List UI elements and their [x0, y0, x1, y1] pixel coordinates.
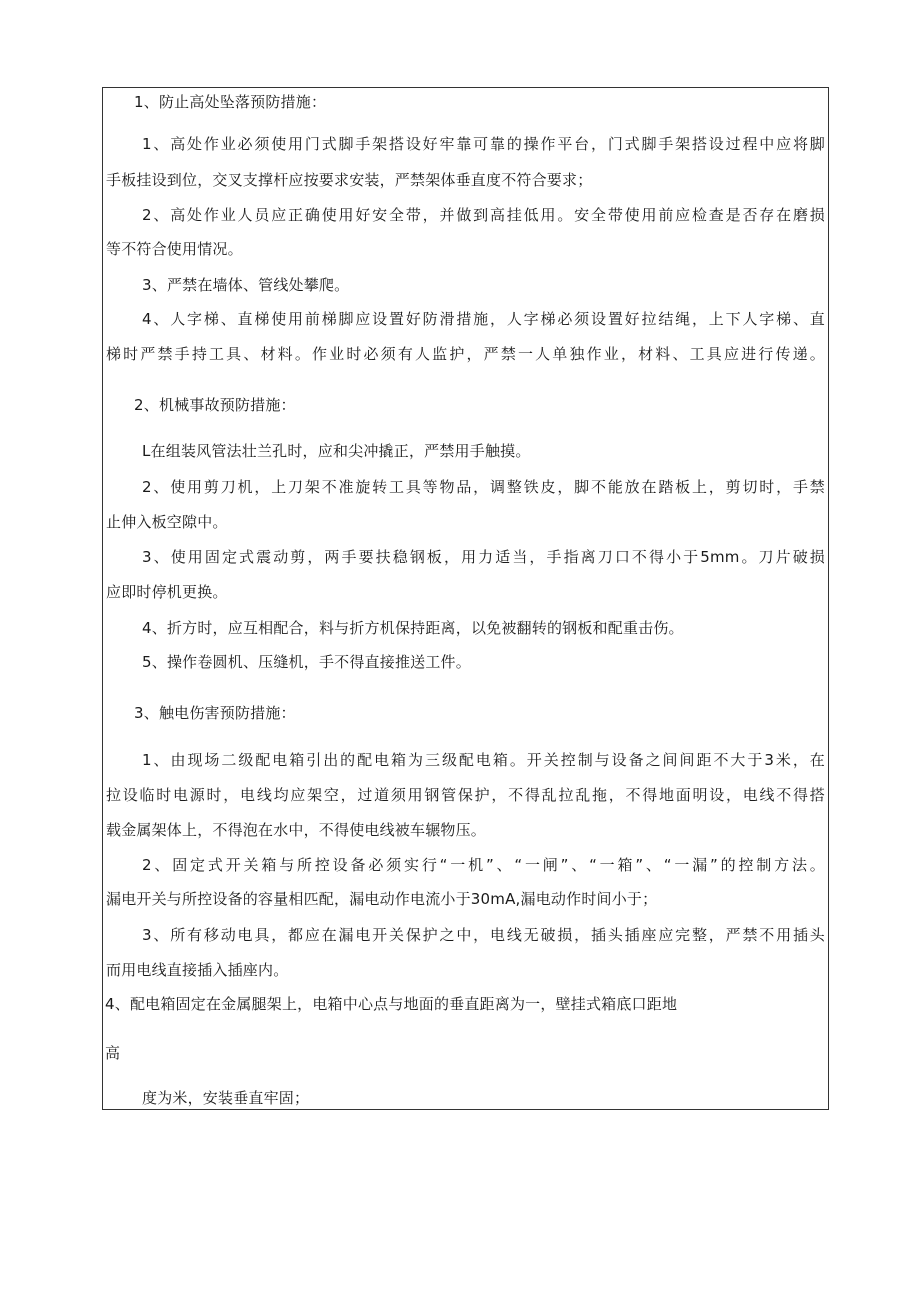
paragraph-line: 漏电开关与所控设备的容量相匹配，漏电动作电流小于30mA,漏电动作时间小于；: [106, 890, 658, 908]
paragraph-line: 4、配电箱固定在金属腿架上，电箱中心点与地面的垂直距离为一，壁挂式箱底口距地: [105, 995, 678, 1013]
paragraph-line: 应即时停机更换。: [106, 583, 228, 601]
paragraph-line: 等不符合使用情况。: [106, 240, 243, 258]
paragraph-line: 载金属架体上，不得泡在水中，不得使电线被车辗物压。: [106, 821, 487, 839]
paragraph-line: 止伸入板空隙中。: [106, 513, 228, 531]
paragraph-line: 2、使用剪刀机，上刀架不准旋转工具等物品，调整铁皮，脚不能放在踏板上，剪切时，手禁: [142, 478, 825, 496]
paragraph-line: 梯时严禁手持工具、材料。作业时必须有人监护，严禁一人单独作业，材料、工具应进行传递。: [106, 345, 825, 363]
paragraph-line: 2、固定式开关箱与所控设备必须实行“一机”、“一闸”、“一箱”、“一漏”的控制方法。: [142, 856, 825, 874]
paragraph-line: 3、严禁在墙体、管线处攀爬。: [142, 276, 350, 294]
document-table-cell: [102, 87, 829, 1110]
section-heading-electric-shock: 3、触电伤害预防措施：: [134, 704, 296, 722]
paragraph-line: 手板挂设到位，交叉支撑杆应按要求安装，严禁架体垂直度不符合要求；: [106, 171, 593, 189]
paragraph-line: 而用电线直接插入插座内。: [106, 961, 289, 979]
paragraph-line: 4、人字梯、直梯使用前梯脚应设置好防滑措施，人字梯必须设置好拉结绳，上下人字梯、直: [142, 310, 825, 328]
paragraph-line: 4、折方时，应互相配合，料与折方机保持距离，以免被翻转的钢板和配重击伤。: [142, 619, 684, 637]
paragraph-line: 1、高处作业必须使用门式脚手架搭设好牢靠可靠的操作平台，门式脚手架搭设过程中应将脚: [142, 135, 825, 153]
section-heading-fall-prevention: 1、防止高处坠落预防措施：: [134, 93, 327, 111]
paragraph-line: 3、使用固定式震动剪，两手要扶稳钢板，用力适当，手指离刀口不得小于5mm。刀片破损: [142, 548, 825, 566]
paragraph-line: L在组装风管法壮兰孔时，应和尖冲撬正，严禁用手触摸。: [142, 442, 531, 460]
paragraph-line: 1、由现场二级配电箱引出的配电箱为三级配电箱。开关控制与设备之间间距不大于3米，在: [142, 751, 825, 769]
paragraph-line: 5、操作卷圆机、压缝机，手不得直接推送工件。: [142, 653, 471, 671]
paragraph-line: 度为米，安装垂直牢固；: [142, 1089, 310, 1107]
paragraph-line: 2、高处作业人员应正确使用好安全带，并做到高挂低用。安全带使用前应检查是否存在磨损: [142, 206, 825, 224]
paragraph-line: 3、所有移动电具，都应在漏电开关保护之中，电线无破损，插头插座应完整，严禁不用插头: [142, 926, 825, 944]
paragraph-line: 高: [105, 1044, 121, 1062]
paragraph-line: 拉设临时电源时，电线均应架空，过道须用钢管保护，不得乱拉乱拖，不得地面明设，电线不得搭: [106, 786, 825, 804]
section-heading-machinery-accident: 2、机械事故预防措施：: [134, 396, 296, 414]
